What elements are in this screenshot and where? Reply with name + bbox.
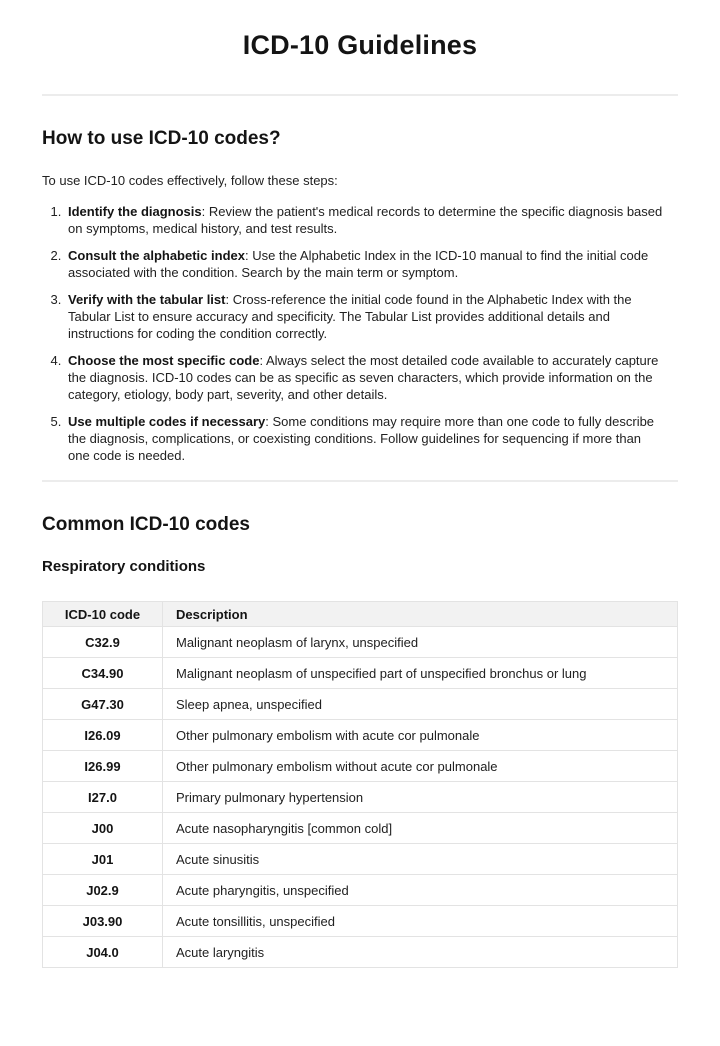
description-cell: Other pulmonary embolism without acute cor pulmonale	[163, 751, 678, 782]
how-to-step: 4. Choose the most specific code: Always select the most detailed code available to accurately capture the diagnosis. ICD-10 codes can be as specific as seven characters, which provide information on the category, etiology, body part, severity, and other details.	[65, 352, 665, 403]
column-header-description: Description	[163, 602, 678, 627]
table-row	[43, 689, 678, 720]
how-to-heading: How to use ICD-10 codes?	[42, 128, 281, 149]
description-cell: Acute pharyngitis, unspecified	[163, 875, 678, 906]
description-cell: Acute laryngitis	[163, 937, 678, 968]
how-to-intro: To use ICD-10 codes effectively, follow these steps:	[42, 173, 338, 188]
respiratory-conditions-subheading: Respiratory conditions	[42, 558, 206, 575]
how-to-step: 1. Identify the diagnosis: Review the patient's medical records to determine the specific diagnosis based on symptoms, medical history, and test results.	[65, 203, 665, 237]
divider-top	[42, 94, 678, 96]
code-cell: J01	[43, 844, 163, 875]
how-to-step: 3. Verify with the tabular list: Cross-reference the initial code found in the Alphabetic Index with the Tabular List to ensure accuracy and specificity. The Tabular List provides additional details and instructions for coding the condition correctly.	[65, 291, 665, 342]
description-cell: Malignant neoplasm of larynx, unspecified	[163, 627, 678, 658]
code-cell: J00	[43, 813, 163, 844]
step-text: Cross-reference the initial code found in the Alphabetic Index with the Tabular List to ensure accuracy and specificity. The Tabular List provides additional details and instructions for coding the condition correctly.	[68, 292, 632, 341]
description-cell: Acute sinusitis	[163, 844, 678, 875]
divider-middle	[42, 480, 678, 482]
description-cell: Malignant neoplasm of unspecified part of unspecified bronchus or lung	[163, 658, 678, 689]
step-label: Use multiple codes if necessary	[68, 414, 266, 429]
table-row	[43, 937, 678, 968]
step-text: Some conditions may require more than one code to fully describe the diagnosis, complications, or coexisting conditions. Follow guidelines for sequencing if more than one code is needed.	[68, 414, 655, 463]
how-to-steps	[42, 203, 678, 464]
step-text: Always select the most detailed code available to accurately capture the diagnosis. ICD-10 codes can be as specific as seven characters, which provide information on the category, etiology, body part, severity, and other details.	[68, 353, 659, 402]
description-cell: Primary pulmonary hypertension	[163, 782, 678, 813]
code-cell: I26.99	[43, 751, 163, 782]
description-cell: Acute nasopharyngitis [common cold]	[163, 813, 678, 844]
code-cell: J02.9	[43, 875, 163, 906]
step-label: Verify with the tabular list	[68, 292, 226, 307]
how-to-step: 2. Consult the alphabetic index: Use the Alphabetic Index in the ICD-10 manual to find the initial code associated with the condition. Search by the main term or symptom.	[65, 247, 665, 281]
table-head	[43, 602, 678, 627]
description-cell: Acute tonsillitis, unspecified	[163, 906, 678, 937]
how-to-step: 5. Use multiple codes if necessary: Some conditions may require more than one code to fully describe the diagnosis, complications, or coexisting conditions. Follow guidelines for sequencing if more than one code is needed.	[65, 413, 665, 464]
table-body	[43, 627, 678, 968]
description-cell: Sleep apnea, unspecified	[163, 689, 678, 720]
table-row	[43, 720, 678, 751]
table-row	[43, 906, 678, 937]
step-label: Identify the diagnosis	[68, 204, 202, 219]
table-row	[43, 782, 678, 813]
table-header-row	[43, 602, 678, 627]
table-row	[43, 813, 678, 844]
table-row	[43, 751, 678, 782]
page-title: ICD-10 Guidelines	[242, 30, 478, 60]
code-cell: G47.30	[43, 689, 163, 720]
column-header-code: ICD-10 code	[43, 602, 163, 627]
table-row	[43, 844, 678, 875]
code-cell: J03.90	[43, 906, 163, 937]
table-row	[43, 875, 678, 906]
code-cell: I27.0	[43, 782, 163, 813]
table-row	[43, 627, 678, 658]
step-label: Consult the alphabetic index	[68, 248, 245, 263]
document-page	[0, 30, 720, 968]
step-text: Use the Alphabetic Index in the ICD-10 manual to find the initial code associated with the condition. Search by the main term or symptom.	[68, 248, 649, 280]
step-text: Review the patient's medical records to determine the specific diagnosis based on symptoms, medical history, and test results.	[68, 204, 663, 236]
step-label: Choose the most specific code	[68, 353, 260, 368]
description-cell: Other pulmonary embolism with acute cor pulmonale	[163, 720, 678, 751]
table-row	[43, 658, 678, 689]
code-cell: C32.9	[43, 627, 163, 658]
code-cell: I26.09	[43, 720, 163, 751]
icd10-codes-table	[42, 601, 678, 968]
code-cell: J04.0	[43, 937, 163, 968]
common-codes-heading: Common ICD-10 codes	[42, 514, 250, 535]
code-cell: C34.90	[43, 658, 163, 689]
